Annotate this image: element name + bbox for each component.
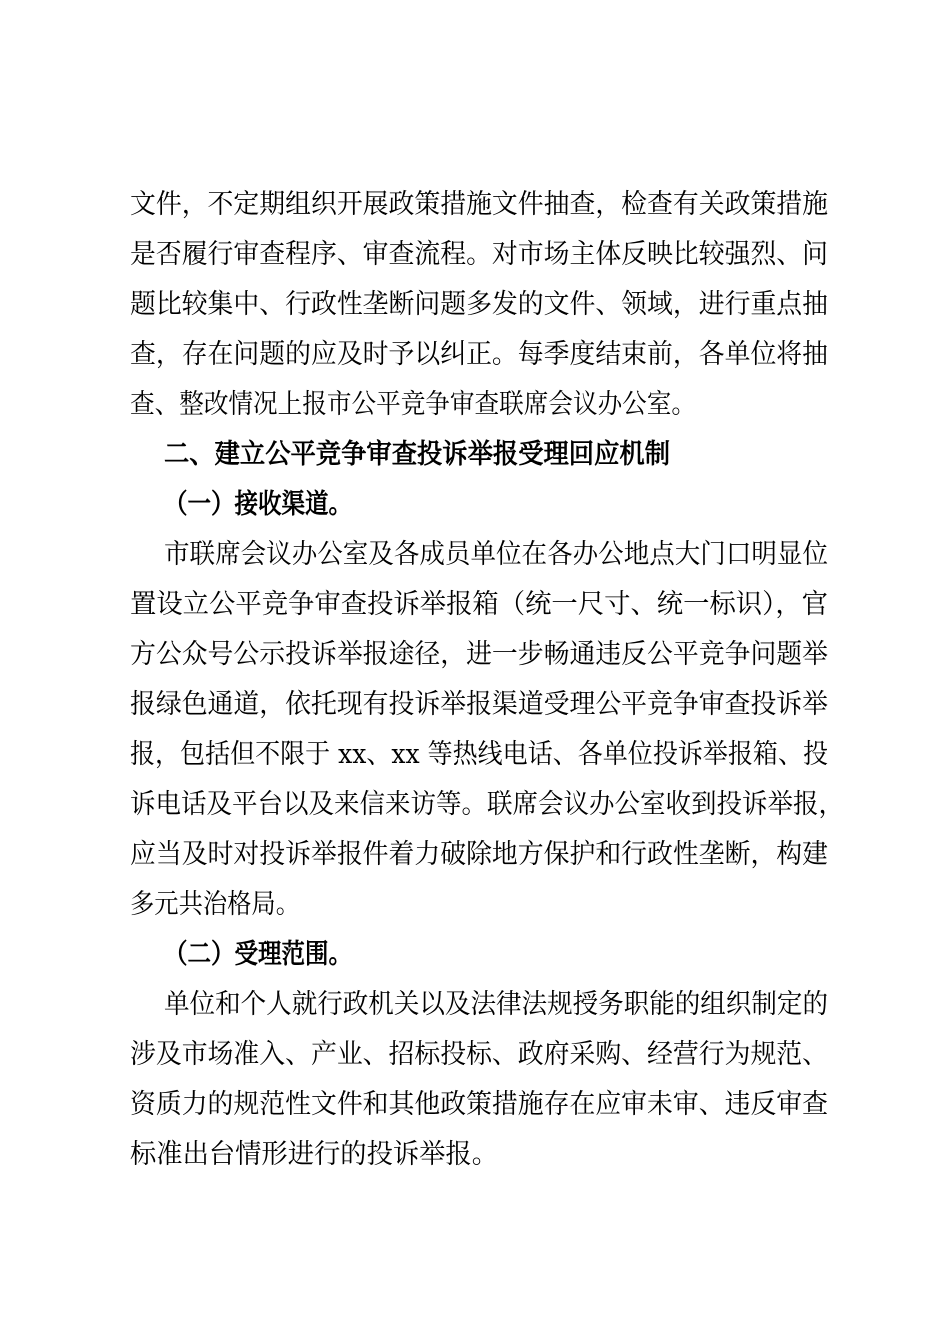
paragraph-3-line-4: 标准出台情形进行的投诉举报。	[130, 1139, 498, 1170]
subheading-receiving-channels: （一）接收渠道。	[164, 489, 352, 520]
paragraph-2-line-7: 应当及时对投诉举报件着力破除地方保护和行政性垄断，构建	[130, 839, 828, 870]
paragraph-1-line-3: 题比较集中、行政性垄断问题多发的文件、领域，进行重点抽	[130, 289, 828, 320]
paragraph-1-line-4: 查，存在问题的应及时予以纠正。每季度结束前，各单位将抽	[130, 339, 828, 370]
paragraph-2-line-3: 方公众号公示投诉举报途径，进一步畅通违反公平竞争问题举	[130, 639, 828, 670]
paragraph-1-line-5: 查、整改情况上报市公平竞争审查联席会议办公室。	[130, 389, 696, 420]
paragraph-2-line-4: 报绿色通道，依托现有投诉举报渠道受理公平竞争审查投诉举	[130, 689, 828, 720]
paragraph-2-line-8: 多元共治格局。	[130, 889, 300, 920]
paragraph-2-line-6: 诉电话及平台以及来信来访等。联席会议办公室收到投诉举报，	[130, 789, 844, 820]
paragraph-2-line-5: 报，包括但不限于 xx、xx 等热线电话、各单位投诉举报箱、投	[130, 739, 828, 770]
paragraph-1-line-1: 文件，不定期组织开展政策措施文件抽查，检查有关政策措施	[130, 189, 828, 220]
paragraph-3-line-2: 涉及市场准入、产业、招标投标、政府采购、经营行为规范、	[130, 1039, 828, 1070]
subheading-scope: （二）受理范围。	[164, 939, 352, 970]
paragraph-1-line-2: 是否履行审查程序、审查流程。对市场主体反映比较强烈、问	[130, 239, 828, 270]
paragraph-3-line-1: 单位和个人就行政机关以及法律法规授务职能的组织制定的	[164, 989, 828, 1020]
section-heading: 二、建立公平竞争审查投诉举报受理回应机制	[164, 439, 670, 470]
paragraph-3-line-3: 资质力的规范性文件和其他政策措施存在应审未审、违反审查	[130, 1089, 828, 1120]
paragraph-2-line-1: 市联席会议办公室及各成员单位在各办公地点大门口明显位	[164, 539, 828, 570]
paragraph-2-line-2: 置设立公平竞争审查投诉举报箱（统一尺寸、统一标识），官	[130, 589, 828, 620]
